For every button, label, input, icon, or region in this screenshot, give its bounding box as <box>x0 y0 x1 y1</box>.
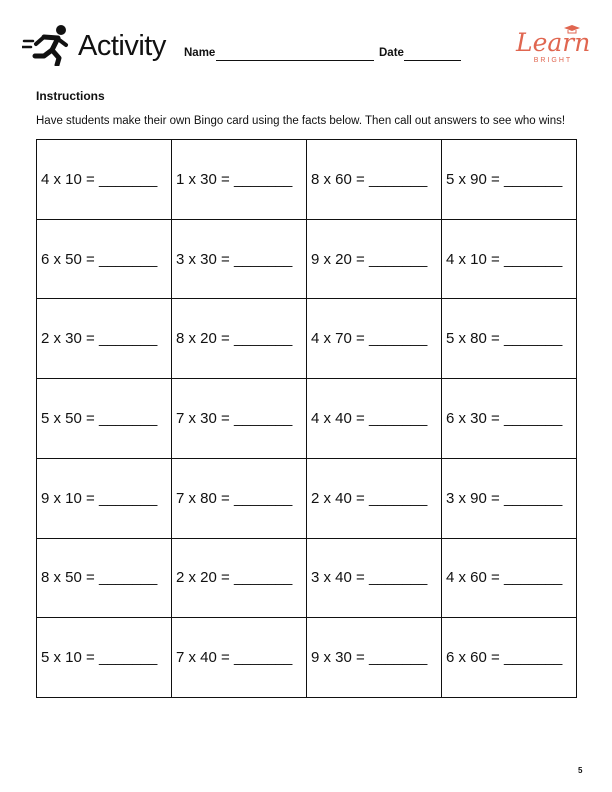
grid-cell: 5 x 50 = _______ <box>37 379 172 459</box>
grid-row <box>37 140 577 220</box>
grid-row <box>37 299 577 379</box>
grid-cell: 5 x 80 = _______ <box>442 299 577 379</box>
grid-cell: 5 x 90 = _______ <box>442 140 577 220</box>
page-number: 5 <box>578 766 583 775</box>
grid-cell: 7 x 80 = _______ <box>172 458 307 538</box>
bingo-facts-grid <box>36 139 577 698</box>
instructions-heading: Instructions <box>36 89 105 103</box>
grid-cell: 8 x 20 = _______ <box>172 299 307 379</box>
date-field[interactable] <box>404 60 461 61</box>
page-header <box>0 0 612 80</box>
grid-cell: 9 x 10 = _______ <box>37 458 172 538</box>
grid-cell: 1 x 30 = _______ <box>172 140 307 220</box>
grid-cell: 9 x 20 = _______ <box>307 219 442 299</box>
grid-cell: 4 x 10 = _______ <box>442 219 577 299</box>
logo-subtitle: BRIGHT <box>533 57 573 64</box>
grid-cell: 2 x 40 = _______ <box>307 458 442 538</box>
grid-cell: 3 x 90 = _______ <box>442 458 577 538</box>
logo-word: Learn <box>516 28 591 57</box>
date-label: Date <box>379 47 404 59</box>
grid-cell: 4 x 60 = _______ <box>442 538 577 618</box>
grid-cell: 6 x 30 = _______ <box>442 379 577 459</box>
grid-cell: 7 x 30 = _______ <box>172 379 307 459</box>
grid-cell: 5 x 10 = _______ <box>37 618 172 698</box>
grid-cell: 2 x 20 = _______ <box>172 538 307 618</box>
grid-row <box>37 379 577 459</box>
learn-bright-logo <box>516 28 590 66</box>
grid-cell: 8 x 60 = _______ <box>307 140 442 220</box>
grid-cell: 6 x 60 = _______ <box>442 618 577 698</box>
running-person-icon <box>22 24 72 66</box>
grid-row <box>37 538 577 618</box>
grid-row <box>37 219 577 299</box>
grid-row <box>37 458 577 538</box>
name-field[interactable] <box>216 60 374 61</box>
grid-cell: 7 x 40 = _______ <box>172 618 307 698</box>
grid-cell: 4 x 40 = _______ <box>307 379 442 459</box>
grid-row <box>37 618 577 698</box>
page-title: Activity <box>78 30 166 62</box>
grid-cell: 4 x 10 = _______ <box>37 140 172 220</box>
grid-cell: 2 x 30 = _______ <box>37 299 172 379</box>
instructions-text: Have students make their own Bingo card using the facts below. Then call out answers to see who wins! <box>36 115 566 127</box>
grid-cell: 9 x 30 = _______ <box>307 618 442 698</box>
grid-cell: 8 x 50 = _______ <box>37 538 172 618</box>
name-label: Name <box>184 47 216 59</box>
grid-cell: 4 x 70 = _______ <box>307 299 442 379</box>
grid-cell: 3 x 30 = _______ <box>172 219 307 299</box>
grid-cell: 3 x 40 = _______ <box>307 538 442 618</box>
grid-cell: 6 x 50 = _______ <box>37 219 172 299</box>
